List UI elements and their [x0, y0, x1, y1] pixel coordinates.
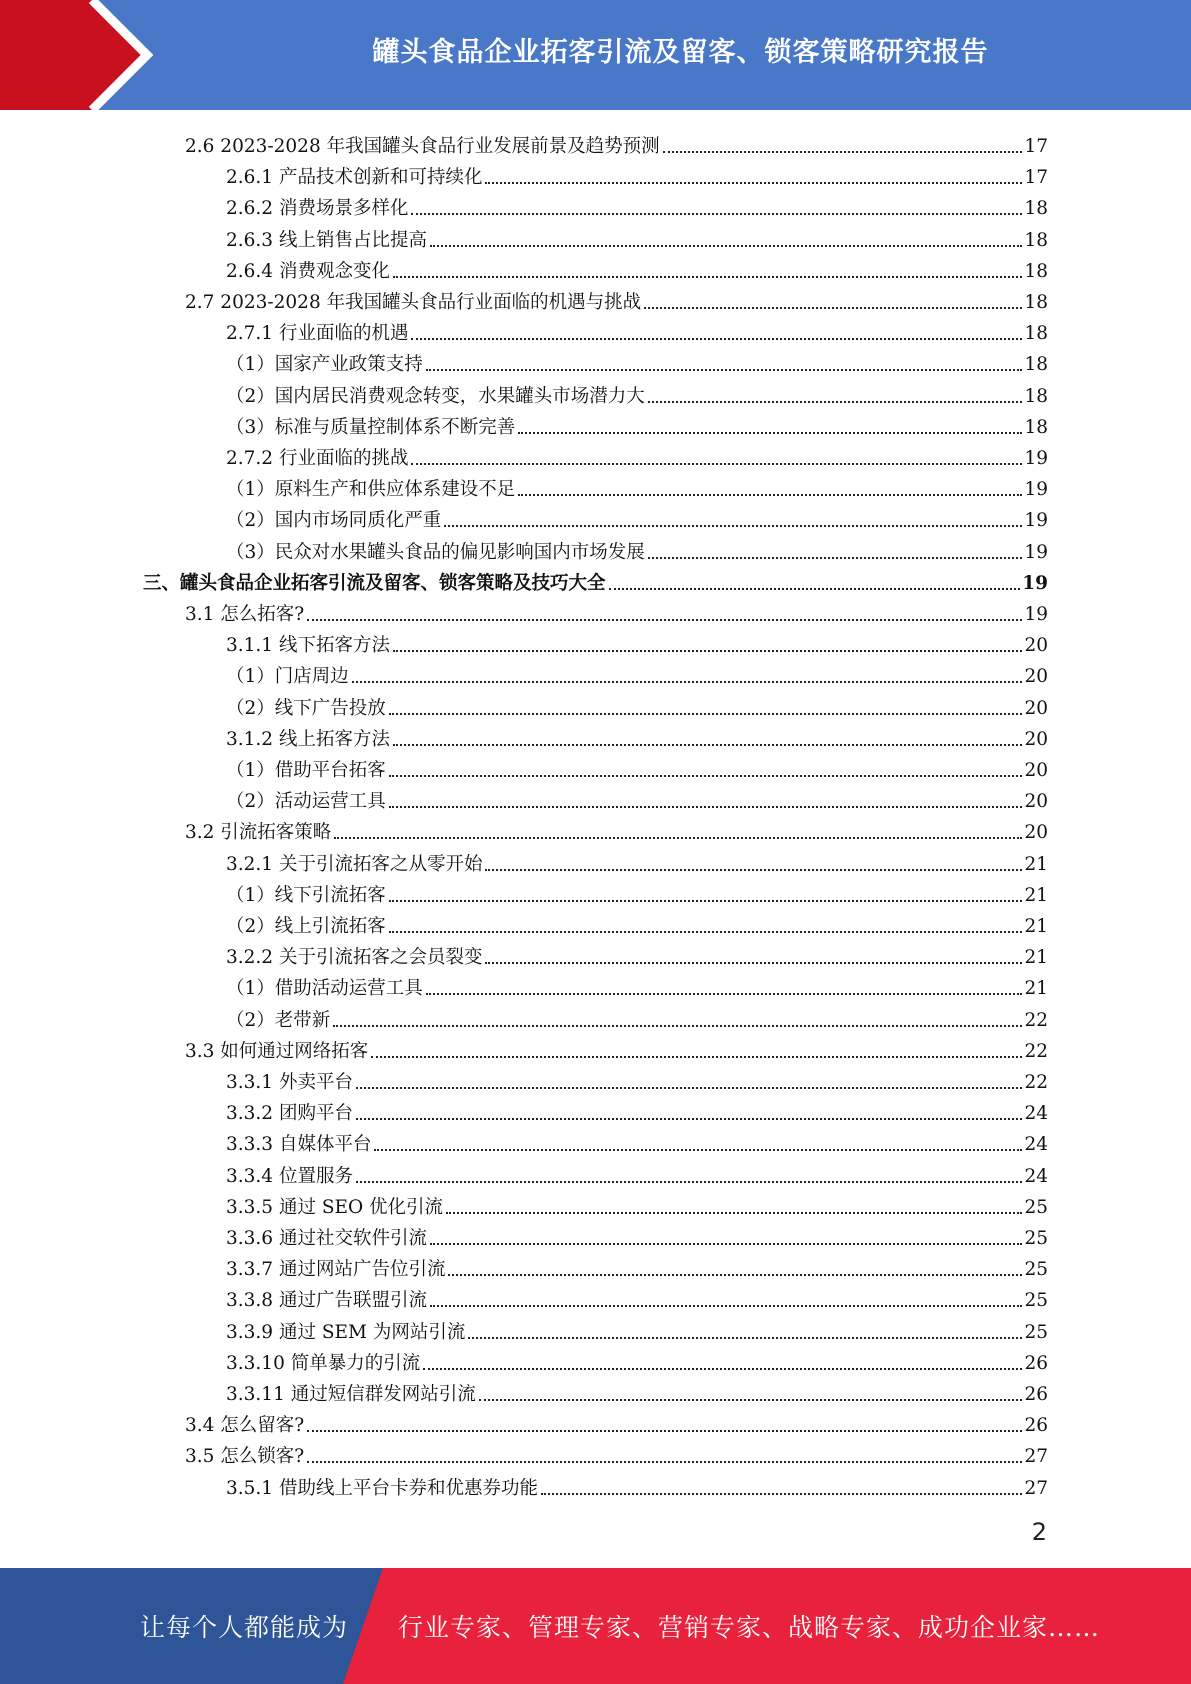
toc-dot-leader [393, 276, 1022, 278]
toc-entry[interactable] [185, 1407, 1048, 1438]
toc-entry[interactable] [226, 627, 1048, 658]
toc-entry[interactable] [226, 1314, 1048, 1345]
toc-dot-leader [356, 1181, 1023, 1183]
toc-entry-label: 3.3.5 通过 SEO 优化引流 [226, 1196, 444, 1218]
toc-entry-label: （1）借助平台拓客 [226, 760, 386, 781]
report-title: 罐头食品企业拓客引流及留客、锁客策略研究报告 [372, 36, 989, 68]
toc-entry-label: 3.5 怎么锁客? [185, 1446, 305, 1468]
toc-entry[interactable] [226, 1064, 1048, 1095]
toc-dot-leader [609, 588, 1021, 590]
toc-entry-page: 20 [1024, 760, 1048, 781]
toc-entry[interactable] [185, 128, 1048, 159]
toc-entry[interactable] [226, 1282, 1048, 1313]
toc-entry[interactable] [226, 970, 1048, 1001]
toc-entry-page: 18 [1024, 229, 1048, 251]
toc-entry-page: 18 [1024, 292, 1048, 313]
toc-entry-label: 3.3.8 通过广告联盟引流 [226, 1290, 427, 1312]
toc-dot-leader [479, 1399, 1023, 1401]
toc-entry-page: 26 [1024, 1415, 1048, 1437]
toc-entry[interactable] [226, 253, 1048, 284]
toc-entry-page: 24 [1024, 1134, 1048, 1156]
toc-dot-leader [430, 245, 1022, 247]
toc-dot-leader [444, 525, 1022, 527]
toc-entry-page: 25 [1024, 1196, 1048, 1218]
toc-entry[interactable] [226, 346, 1048, 377]
toc-entry[interactable] [226, 1345, 1048, 1376]
toc-entry-label: 3.3.2 团购平台 [226, 1103, 353, 1125]
toc-entry-page: 18 [1024, 416, 1048, 438]
toc-entry-page: 22 [1024, 1009, 1048, 1031]
toc-dot-leader [448, 1274, 1022, 1276]
toc-entry-label: （1）线下引流拓客 [226, 884, 386, 906]
toc-entry-page: 21 [1024, 884, 1048, 906]
toc-dot-leader [446, 1212, 1022, 1214]
toc-dot-leader [371, 1056, 1022, 1058]
toc-entry-label: （2）线上引流拓客 [226, 916, 386, 937]
toc-dot-leader [663, 151, 1023, 153]
toc-entry-label: 3.5.1 借助线上平台卡券和优惠券功能 [226, 1477, 538, 1499]
toc-entry-page: 22 [1024, 1040, 1048, 1062]
toc-entry-label: 2.7.1 行业面临的机遇 [226, 323, 409, 345]
toc-entry-label: 3.3.1 外卖平台 [226, 1072, 353, 1093]
toc-dot-leader [518, 494, 1022, 496]
toc-entry[interactable] [143, 565, 1048, 596]
toc-entry[interactable] [226, 315, 1048, 346]
toc-dot-leader [356, 1118, 1023, 1120]
toc-entry[interactable] [226, 721, 1048, 752]
toc-entry-label: （1）原料生产和供应体系建设不足 [226, 479, 516, 501]
toc-entry-page: 20 [1024, 666, 1048, 688]
toc-entry-page: 19 [1024, 510, 1048, 532]
toc-entry-label: 2.6 2023-2028 年我国罐头食品行业发展前景及趋势预测 [185, 136, 660, 157]
toc-entry[interactable] [226, 1158, 1048, 1189]
toc-entry-page: 26 [1024, 1352, 1048, 1374]
toc-entry-label: 3.2.2 关于引流拓客之会员裂变 [226, 947, 483, 969]
toc-entry-label: （2）老带新 [226, 1009, 331, 1031]
toc-entry-label: 3.2.1 关于引流拓客之从零开始 [226, 853, 483, 875]
toc-dot-leader [393, 744, 1022, 746]
toc-entry-page: 19 [1024, 604, 1048, 625]
toc-entry-page: 18 [1024, 354, 1048, 376]
toc-dot-leader [411, 213, 1022, 215]
toc-entry[interactable] [226, 846, 1048, 877]
toc-entry[interactable] [185, 1438, 1048, 1469]
toc-entry-page: 25 [1024, 1321, 1048, 1343]
toc-dot-leader [333, 1025, 1022, 1027]
toc-dot-leader [307, 619, 1022, 621]
toc-entry-page: 27 [1024, 1477, 1048, 1499]
toc-entry-page: 19 [1022, 572, 1048, 594]
toc-dot-leader [334, 837, 1022, 839]
toc-dot-leader [426, 369, 1023, 371]
toc-entry-page: 25 [1024, 1290, 1048, 1312]
toc-entry-page: 18 [1024, 198, 1048, 220]
toc-entry-label: （2）国内居民消费观念转变，水果罐头市场潜力大 [226, 385, 645, 407]
toc-dot-leader [374, 1149, 1022, 1151]
toc-dot-leader [648, 401, 1023, 403]
toc-entry[interactable] [226, 471, 1048, 502]
toc-dot-leader [485, 962, 1022, 964]
toc-entry[interactable] [185, 814, 1048, 845]
toc-entry-label: （1）借助活动运营工具 [226, 978, 423, 1000]
toc-entry-page: 25 [1024, 1228, 1048, 1249]
toc-entry[interactable] [226, 1095, 1048, 1126]
toc-dot-leader [468, 1337, 1022, 1339]
toc-entry-label: 3.3.4 位置服务 [226, 1165, 353, 1187]
toc-entry-label: （2）活动运营工具 [226, 791, 386, 813]
toc-entry-page: 27 [1024, 1446, 1048, 1468]
toc-entry-page: 18 [1024, 260, 1048, 282]
toc-entry-label: 3.1.1 线下拓客方法 [226, 635, 390, 657]
toc-dot-leader [389, 806, 1023, 808]
toc-entry[interactable] [226, 222, 1048, 253]
toc-dot-leader [485, 869, 1022, 871]
toc-dot-leader [485, 182, 1022, 184]
toc-entry[interactable] [226, 1189, 1048, 1220]
toc-entry[interactable] [226, 1470, 1048, 1501]
toc-entry-label: 3.4 怎么留客? [185, 1415, 305, 1437]
toc-dot-leader [389, 900, 1023, 902]
toc-entry-page: 19 [1024, 479, 1048, 501]
toc-entry-page: 26 [1024, 1384, 1048, 1405]
page-number: 2 [1031, 1518, 1047, 1546]
toc-dot-leader [541, 1493, 1022, 1495]
toc-dot-leader [389, 713, 1023, 715]
toc-entry[interactable] [226, 534, 1048, 565]
toc-dot-leader [423, 1368, 1022, 1370]
page-footer [0, 1568, 1191, 1684]
toc-entry-label: 3.3 如何通过网络拓客 [185, 1040, 369, 1062]
toc-dot-leader [307, 1461, 1022, 1463]
toc-entry[interactable] [226, 409, 1048, 440]
toc-entry-label: 2.7 2023-2028 年我国罐头食品行业面临的机遇与挑战 [185, 292, 642, 313]
toc-entry-page: 25 [1024, 1259, 1048, 1281]
toc-dot-leader [648, 557, 1023, 559]
toc-entry[interactable] [226, 502, 1048, 533]
toc-entry-page: 20 [1024, 697, 1048, 719]
toc-entry-label: （2）线下广告投放 [226, 697, 386, 719]
toc-entry[interactable] [226, 908, 1048, 939]
footer-slogan-left: 让每个人都能成为 [140, 1613, 349, 1642]
toc-entry[interactable] [226, 190, 1048, 221]
toc-entry-label: 3.3.10 简单暴力的引流 [226, 1352, 421, 1374]
toc-entry-label: 3.1 怎么拓客? [185, 604, 305, 625]
toc-entry[interactable] [185, 284, 1048, 315]
toc-entry[interactable] [226, 690, 1048, 721]
toc-dot-leader [644, 307, 1022, 309]
toc-entry[interactable] [226, 1251, 1048, 1282]
footer-slogan-right: 行业专家、管理专家、营销专家、战略专家、成功企业家…… [398, 1613, 1101, 1642]
toc-entry-label: 3.3.6 通过社交软件引流 [226, 1228, 427, 1249]
toc-entry-label: 三、罐头食品企业拓客引流及留客、锁客策略及技巧大全 [143, 572, 606, 594]
toc-entry[interactable] [226, 939, 1048, 970]
toc-entry-label: 3.1.2 线上拓客方法 [226, 728, 390, 750]
toc-dot-leader [389, 931, 1023, 933]
toc-entry-page: 21 [1024, 947, 1048, 969]
toc-entry[interactable] [226, 877, 1048, 908]
toc-entry-page: 20 [1024, 822, 1048, 844]
toc-entry-page: 22 [1024, 1072, 1048, 1093]
toc-dot-leader [430, 1305, 1022, 1307]
toc-dot-leader [393, 650, 1022, 652]
toc-entry-label: 2.6.1 产品技术创新和可持续化 [226, 167, 483, 189]
toc-entry-label: 3.3.9 通过 SEM 为网站引流 [226, 1321, 466, 1343]
toc-entry-page: 21 [1024, 916, 1048, 937]
toc-entry-label: 3.2 引流拓客策略 [185, 822, 332, 844]
toc-entry-label: （3）民众对水果罐头食品的偏见影响国内市场发展 [226, 541, 645, 563]
toc-entry[interactable] [226, 378, 1048, 409]
toc-entry-page: 18 [1024, 385, 1048, 407]
toc-entry[interactable] [226, 440, 1048, 471]
toc-entry[interactable] [226, 752, 1048, 783]
toc-dot-leader [307, 1430, 1022, 1432]
toc-entry[interactable] [185, 596, 1048, 627]
toc-entry[interactable] [226, 783, 1048, 814]
toc-dot-leader [356, 1087, 1023, 1089]
toc-entry-page: 17 [1024, 136, 1048, 157]
toc-entry[interactable] [226, 1376, 1048, 1407]
toc-dot-leader [411, 463, 1022, 465]
toc-entry-label: （1）国家产业政策支持 [226, 354, 423, 376]
toc-entry-label: （2）国内市场同质化严重 [226, 510, 442, 532]
toc-entry-page: 18 [1024, 323, 1048, 345]
toc-entry[interactable] [226, 1002, 1048, 1033]
toc-dot-leader [389, 775, 1023, 777]
toc-entry-label: 2.7.2 行业面临的挑战 [226, 448, 409, 469]
toc-entry[interactable] [226, 1126, 1048, 1157]
toc-entry-label: 3.3.3 自媒体平台 [226, 1134, 372, 1156]
toc-dot-leader [411, 338, 1022, 340]
toc-entry[interactable] [185, 1033, 1048, 1064]
toc-dot-leader [426, 993, 1023, 995]
toc-entry-page: 24 [1024, 1165, 1048, 1187]
toc-entry-label: 2.6.4 消费观念变化 [226, 260, 390, 282]
toc-entry[interactable] [226, 1220, 1048, 1251]
toc-dot-leader [518, 432, 1022, 434]
toc-entry-label: 2.6.3 线上销售占比提高 [226, 229, 427, 251]
toc-entry-label: 3.3.7 通过网站广告位引流 [226, 1259, 446, 1281]
toc-dot-leader [430, 1243, 1022, 1245]
toc-dot-leader [352, 681, 1023, 683]
toc-entry-label: （1）门店周边 [226, 666, 349, 688]
toc-entry-label: （3）标准与质量控制体系不断完善 [226, 416, 516, 438]
toc-entry-page: 21 [1024, 853, 1048, 875]
toc-entry-page: 20 [1024, 635, 1048, 657]
toc-entry-page: 24 [1024, 1103, 1048, 1125]
toc-entry-page: 20 [1024, 791, 1048, 813]
toc-entry-page: 19 [1024, 541, 1048, 563]
toc-entry-page: 17 [1024, 167, 1048, 189]
toc-entry[interactable] [226, 658, 1048, 689]
toc-entry-page: 20 [1024, 728, 1048, 750]
toc-entry-label: 3.3.11 通过短信群发网站引流 [226, 1384, 476, 1405]
toc-entry[interactable] [226, 159, 1048, 190]
toc-entry-page: 21 [1024, 978, 1048, 1000]
page-header [0, 0, 1191, 110]
toc-entry-label: 2.6.2 消费场景多样化 [226, 198, 409, 220]
toc-entry-page: 19 [1024, 448, 1048, 469]
